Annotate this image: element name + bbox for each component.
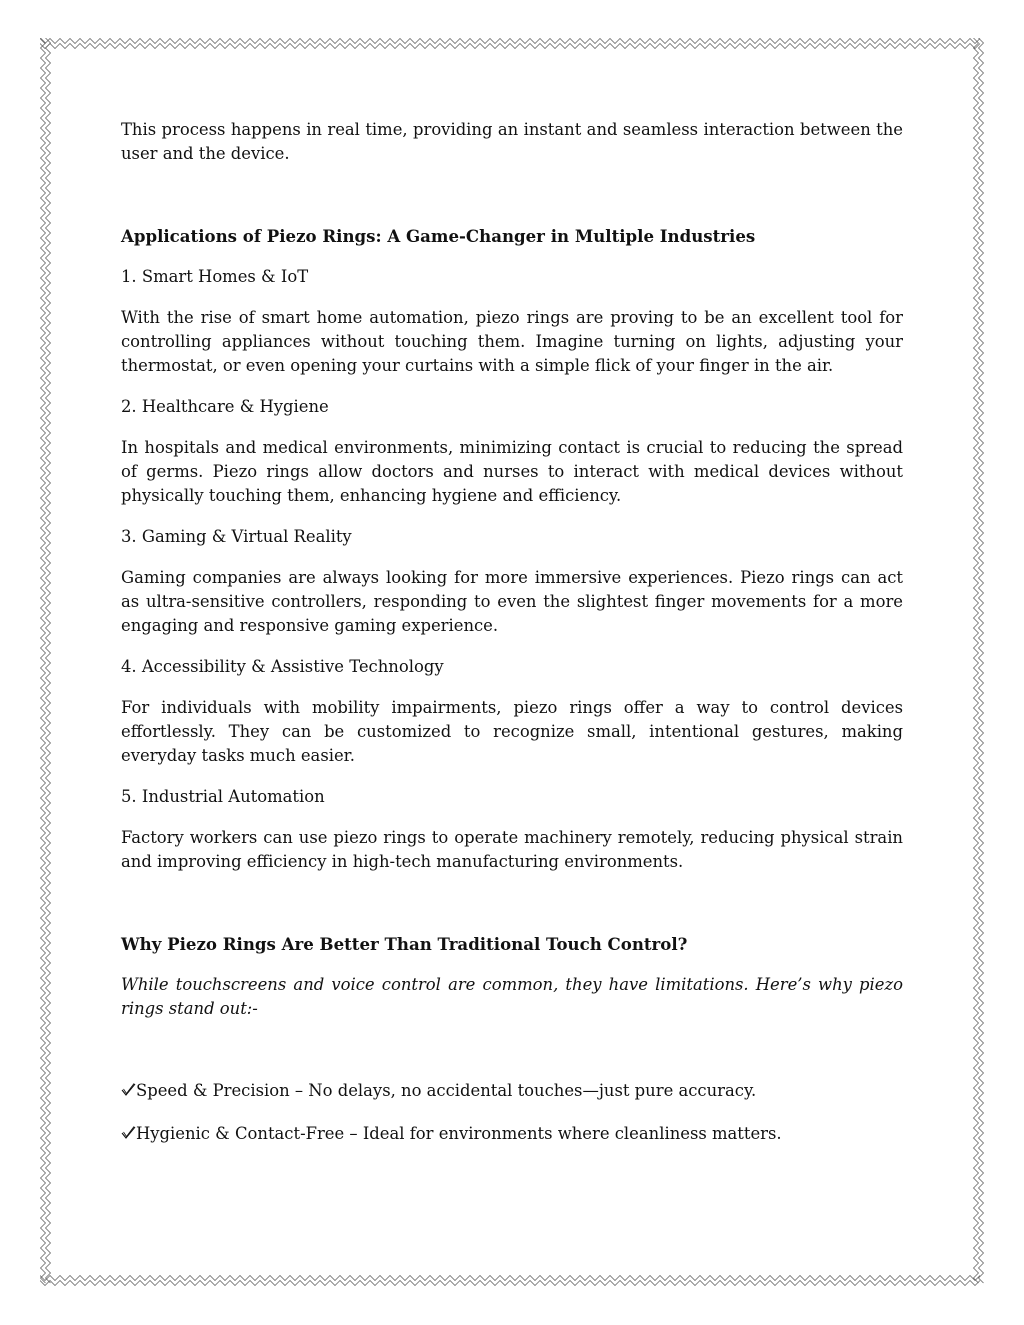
border-right-inner: [974, 38, 979, 1283]
border-right-outer: [979, 38, 984, 1283]
border-top-outer: [40, 39, 980, 44]
border-bottom-outer: [40, 1281, 980, 1286]
application-text-3: Gaming companies are always looking for more immersive experiences. Piezo rings can act as ultra-sensitive controllers, responding to even the slightest finger movements for a more engaging and responsive gaming experience.: [121, 568, 903, 635]
benefit-text-2: Hygienic & Contact-Free – Ideal for environments where cleanliness matters.: [136, 1124, 782, 1143]
document-body: [121, 118, 903, 1165]
benefit-text-1: Speed & Precision – No delays, no accidental touches—just pure accuracy.: [136, 1081, 757, 1100]
check-mark-icon: [121, 1122, 136, 1142]
application-title-2: 2. Healthcare & Hygiene: [121, 397, 329, 416]
why-intro: While touchscreens and voice control are common, they have limitations. Here’s why piezo rings stand out:-: [121, 975, 903, 1018]
application-title-1: 1. Smart Homes & IoT: [121, 267, 309, 286]
application-text-4: For individuals with mobility impairments, piezo rings offer a way to control devices effortlessly. They can be customized to recognize small, intentional gestures, making everyday tasks much easier.: [121, 698, 903, 765]
check-mark-icon: [121, 1079, 136, 1099]
application-text-5: Factory workers can use piezo rings to operate machinery remotely, reducing physical strain and improving efficiency in high-tech manufacturing environments.: [121, 828, 903, 871]
benefit-item-2: [121, 1122, 903, 1146]
benefit-item-1: [121, 1079, 903, 1103]
border-top-inner: [40, 44, 980, 49]
border-left-inner: [46, 38, 51, 1283]
border-left-outer: [41, 38, 46, 1283]
applications-heading: Applications of Piezo Rings: A Game-Changer in Multiple Industries: [121, 226, 756, 246]
border-bottom-inner: [40, 1276, 980, 1281]
intro-paragraph: This process happens in real time, providing an instant and seamless interaction between the user and the device.: [121, 120, 903, 163]
application-title-5: 5. Industrial Automation: [121, 787, 325, 806]
application-text-2: In hospitals and medical environments, minimizing contact is crucial to reducing the spread of germs. Piezo rings allow doctors and nurses to interact with medical devices without physically touching them, enhancing hygiene and efficiency.: [121, 438, 903, 505]
why-heading: Why Piezo Rings Are Better Than Traditional Touch Control?: [121, 934, 688, 954]
application-title-3: 3. Gaming & Virtual Reality: [121, 527, 352, 546]
application-title-4: 4. Accessibility & Assistive Technology: [121, 657, 444, 676]
application-text-1: With the rise of smart home automation, piezo rings are proving to be an excellent tool for controlling appliances without touching them. Imagine turning on lights, adjusting your thermostat, or even opening your curtains with a simple flick of your finger in the air.: [121, 308, 903, 375]
